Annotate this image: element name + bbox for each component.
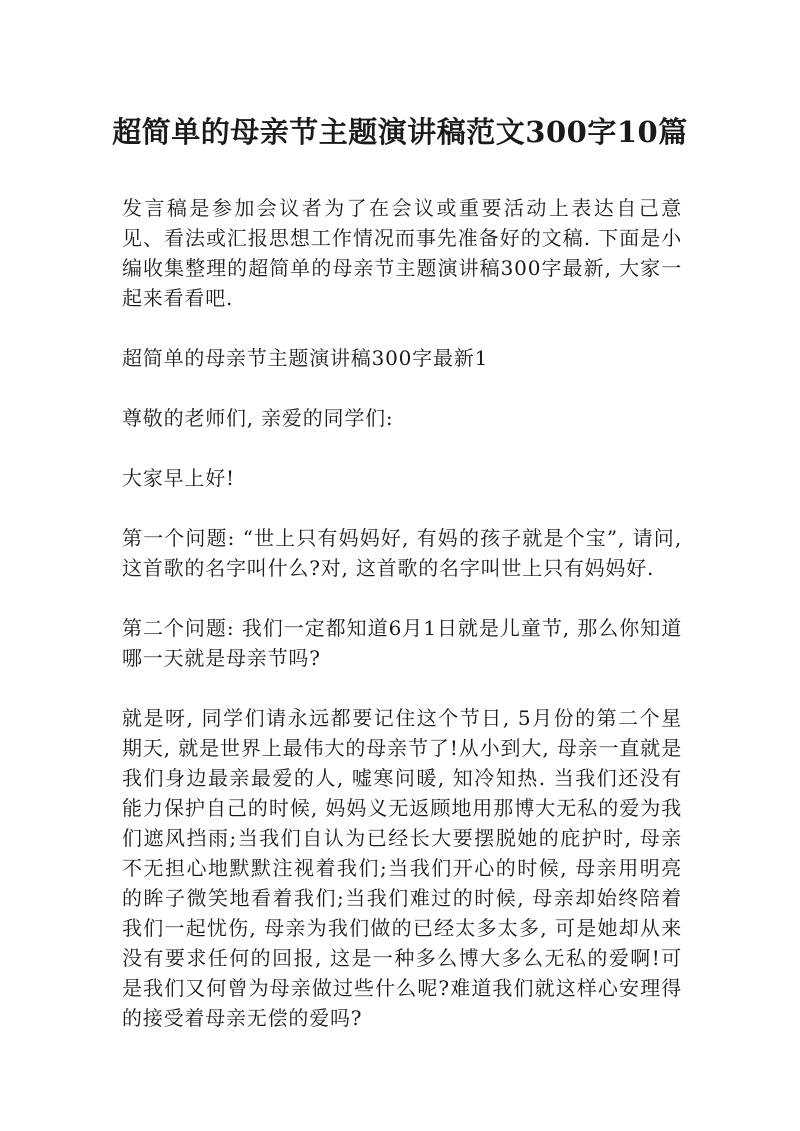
main-paragraph: 就是呀, 同学们请永远都要记住这个节日, 5月份的第二个星期天, 就是世界上最伟大的母亲节了!从小到大, 母亲一直就是我们身边最亲最爱的人, 嘘寒问暖, 知冷知热. 当我们还没有能力保护自己的时候, 妈妈义无返顾地用那博大无私的爱为我们遮风挡雨;当我们自认为已经长大要摆脱她的庇护时, 母亲不无担心地默默注视着我们;当我们开心的时候, 母亲用明亮的眸子微笑地看着我们;当我们难过的时候, 母亲却始终陪着我们一起忧伤, 母亲为我们做的已经太多太多, 可是她却从来没有要求任何的回报, 这是一种多么博大多么无私的爱啊!可是我们又何曾为母亲做过些什么呢?难道我们就这样心安理得的接受着母亲无偿的爱吗? [122, 706, 682, 1030]
document-body [122, 193, 682, 1063]
intro-paragraph: 发言稿是参加会议者为了在会议或重要活动上表达自己意见、看法或汇报思想工作情况而事先准备好的文稿. 下面是小编收集整理的超简单的母亲节主题演讲稿300字最新, 大家一起来看看吧. [122, 196, 682, 310]
question-one-paragraph: 第一个问题: “世上只有妈妈好, 有妈的孩子就是个宝”, 请问, 这首歌的名字叫什么?对, 这首歌的名字叫世上只有妈妈好. [122, 526, 682, 580]
question-two-paragraph: 第二个问题: 我们一定都知道6月1日就是儿童节, 那么你知道哪一天就是母亲节吗? [122, 616, 682, 670]
document-title: 超简单的母亲节主题演讲稿范文300字10篇 [112, 115, 688, 149]
salutation: 尊敬的老师们, 亲爱的同学们: [122, 406, 394, 430]
greeting: 大家早上好! [122, 466, 235, 490]
section-heading: 超简单的母亲节主题演讲稿300字最新1 [122, 346, 489, 370]
